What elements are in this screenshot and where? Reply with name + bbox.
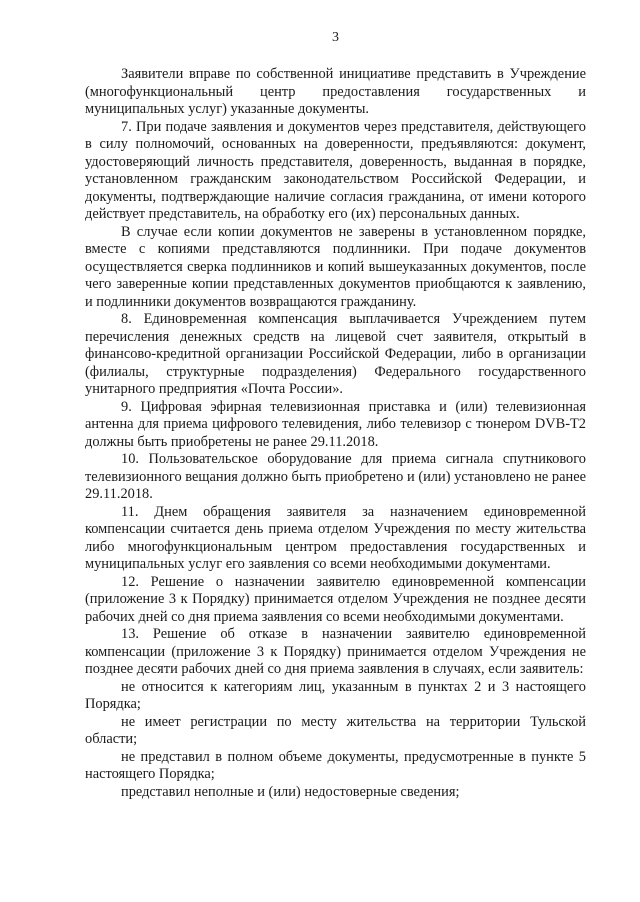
paragraph-applicants-right: Заявители вправе по собственной инициативе представить в Учреждение (многофункциональный центр предоставления государственных и муниципальных услуг) указанные документы. <box>85 66 586 117</box>
list-item-not-category: не относится к категориям лиц, указанным в пунктах 2 и 3 настоящего Порядка; <box>85 678 586 712</box>
paragraph-copies-verification: В случае если копии документов не заверены в установленном порядке, вместе с копиями представляются подлинники. При подаче документов осуществляется сверка подлинников и копий вышеуказанных документов, после чего заверенные копии представленных документов приобщаются к заявлению, и подлинники документов возвращаются гражданину. <box>85 223 586 310</box>
list-item-false-information: представил неполные и (или) недостоверные сведения; <box>121 783 460 800</box>
paragraph-7-representative: 7. При подаче заявления и документов через представителя, действующего в силу полномочий, основанных на доверенности, предъявляются: документ, удостоверяющий личность представителя, доверенность, выданная в порядке, установленном гражданским законодательством Российской Федерации, и документы, подтверждающие наличие согласия гражданина, от имени которого действует представитель, на обработку его (их) персональных данных. <box>85 118 586 222</box>
paragraph-10-satellite: 10. Пользовательское оборудование для приема сигнала спутникового телевизионного вещания должно быть приобретено и (или) установлено не ранее 29.11.2018. <box>85 451 586 502</box>
paragraph-9-digital-tv: 9. Цифровая эфирная телевизионная приставка и (или) телевизионная антенна для приема цифрового телевидения, либо телевизор с тюнером DVB-T2 должны быть приобретены не ранее 29.11.2018. <box>85 398 586 450</box>
list-item-incomplete-documents: не представил в полном объеме документы, предусмотренные в пункте 5 настоящего Порядка; <box>85 748 586 782</box>
paragraph-13-decision-refusal: 13. Решение об отказе в назначении заявителю единовременной компенсации (приложение 3 к Порядку) принимается отделом Учреждения не позднее десяти рабочих дней со дня приема заявления в случаях, если заявитель: <box>85 626 586 677</box>
list-item-no-registration: не имеет регистрации по месту жительства на территории Тульской области; <box>85 713 586 747</box>
page-number: 3 <box>332 30 339 45</box>
paragraph-11-application-date: 11. Днем обращения заявителя за назначением единовременной компенсации считается день приема отделом Учреждения по месту жительства либо многофункциональным центром предоставления государственных и муниципальных услуг его заявления со всеми необходимыми документами. <box>85 503 586 572</box>
paragraph-12-decision-grant: 12. Решение о назначении заявителю единовременной компенсации (приложение 3 к Порядку) принимается отделом Учреждения не позднее десяти рабочих дней со дня приема заявления со всеми необходимыми документами. <box>85 573 586 625</box>
paragraph-8-payment: 8. Единовременная компенсация выплачивается Учреждением путем перечисления денежных средств на лицевой счет заявителя, открытый в финансово-кредитной организации Российской Федерации, либо в организации (филиалы, структурные подразделения) Федерального государственного унитарного предприятия «Почта России». <box>85 311 586 397</box>
